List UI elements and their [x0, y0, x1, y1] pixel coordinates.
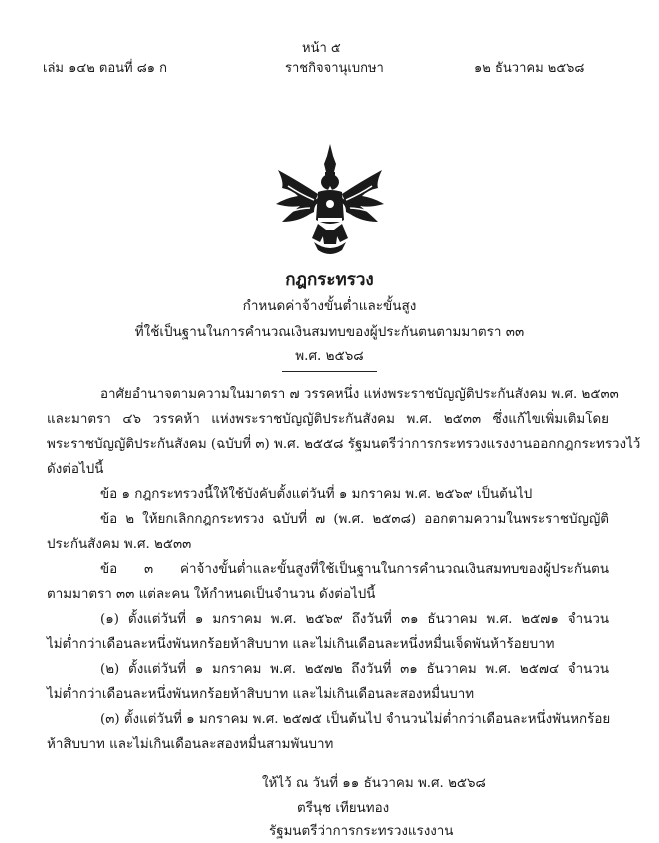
clause-2-line-2: ประกันสังคม พ.ศ. ๒๕๓๓: [47, 537, 192, 552]
preamble-line-3: พระราชบัญญัติประกันสังคม (ฉบับที่ ๓) พ.ศ. ๒๕๕๘ รัฐมนตรีว่าการกระทรวงแรงงานออกกฎกระทรวงไว้: [47, 437, 641, 452]
item-2-line-2: ไม่ต่ำกว่าเดือนละหนึ่งพันหกร้อยห้าสิบบาท และไม่เกินเดือนละสองหมื่นบาท: [47, 687, 475, 702]
signatory-name: ตรีนุช เทียนทอง: [297, 801, 390, 816]
clause-2-line-1: ข้อ ๒ ให้ยกเลิกกฎกระทรวง ฉบับที่ ๗ (พ.ศ. ๒๕๓๘) ออกตามความในพระราชบัญญัติ: [100, 512, 609, 527]
clause-1: ข้อ ๑ กฎกระทรวงนี้ให้ใช้บังคับตั้งแต่วันที่ ๑ มกราคม พ.ศ. ๒๕๖๙ เป็นต้นไป: [100, 487, 533, 502]
page-title: กฎกระทรวง: [285, 270, 374, 290]
preamble-line-2: และมาตรา ๔๖ วรรคห้า แห่งพระราชบัญญัติประกันสังคม พ.ศ. ๒๕๓๓ ซึ่งแก้ไขเพิ่มเติมโดย: [47, 412, 609, 427]
gazette-name: ราชกิจจานุเบกษา: [285, 61, 384, 76]
given-date: ให้ไว้ ณ วันที่ ๑๑ ธันวาคม พ.ศ. ๒๕๖๘: [262, 776, 486, 791]
item-3-line-2: ห้าสิบบาท และไม่เกินเดือนละสองหมื่นสามพันบาท: [47, 737, 334, 752]
garuda-emblem-icon: [270, 142, 390, 260]
item-2-line-1: (๒) ตั้งแต่วันที่ ๑ มกราคม พ.ศ. ๒๕๗๒ ถึงวันที่ ๓๑ ธันวาคม พ.ศ. ๒๕๗๔ จำนวน: [100, 662, 609, 677]
title-year: พ.ศ. ๒๕๖๘: [295, 348, 364, 364]
item-1-line-2: ไม่ต่ำกว่าเดือนละหนึ่งพันหกร้อยห้าสิบบาท และไม่เกินเดือนละหนึ่งหมื่นเจ็ดพันห้าร้อยบาท: [47, 637, 555, 652]
title-divider: [282, 371, 377, 372]
gazette-date: ๑๒ ธันวาคม ๒๕๖๘: [474, 61, 585, 76]
item-3-line-1: (๓) ตั้งแต่วันที่ ๑ มกราคม พ.ศ. ๒๕๗๕ เป็นต้นไป จำนวนไม่ต่ำกว่าเดือนละหนึ่งพันหกร้อย: [100, 712, 611, 727]
item-1-line-1: (๑) ตั้งแต่วันที่ ๑ มกราคม พ.ศ. ๒๕๖๙ ถึงวันที่ ๓๑ ธันวาคม พ.ศ. ๒๕๗๑ จำนวน: [100, 612, 609, 627]
preamble-line-1: อาศัยอำนาจตามความในมาตรา ๗ วรรคหนึ่ง แห่งพระราชบัญญัติประกันสังคม พ.ศ. ๒๕๓๓: [100, 387, 619, 402]
page-number: หน้า ๕: [302, 41, 341, 56]
volume-issue: เล่ม ๑๔๒ ตอนที่ ๘๑ ก: [43, 61, 168, 76]
signatory-position: รัฐมนตรีว่าการกระทรวงแรงงาน: [269, 824, 454, 839]
preamble-line-4: ดังต่อไปนี้: [47, 462, 104, 477]
title-line-1: กำหนดค่าจ้างขั้นต่ำและขั้นสูง: [242, 298, 417, 314]
clause-3-line-2: ตามมาตรา ๓๓ แต่ละคน ให้กำหนดเป็นจำนวน ดังต่อไปนี้: [47, 587, 376, 602]
clause-3-line-1: ข้อ ๓ ค่าจ้างขั้นต่ำและขั้นสูงที่ใช้เป็นฐานในการคำนวณเงินสมทบของผู้ประกันตน: [100, 562, 609, 577]
title-line-2: ที่ใช้เป็นฐานในการคำนวณเงินสมทบของผู้ประกันตนตามมาตรา ๓๓: [134, 324, 525, 340]
